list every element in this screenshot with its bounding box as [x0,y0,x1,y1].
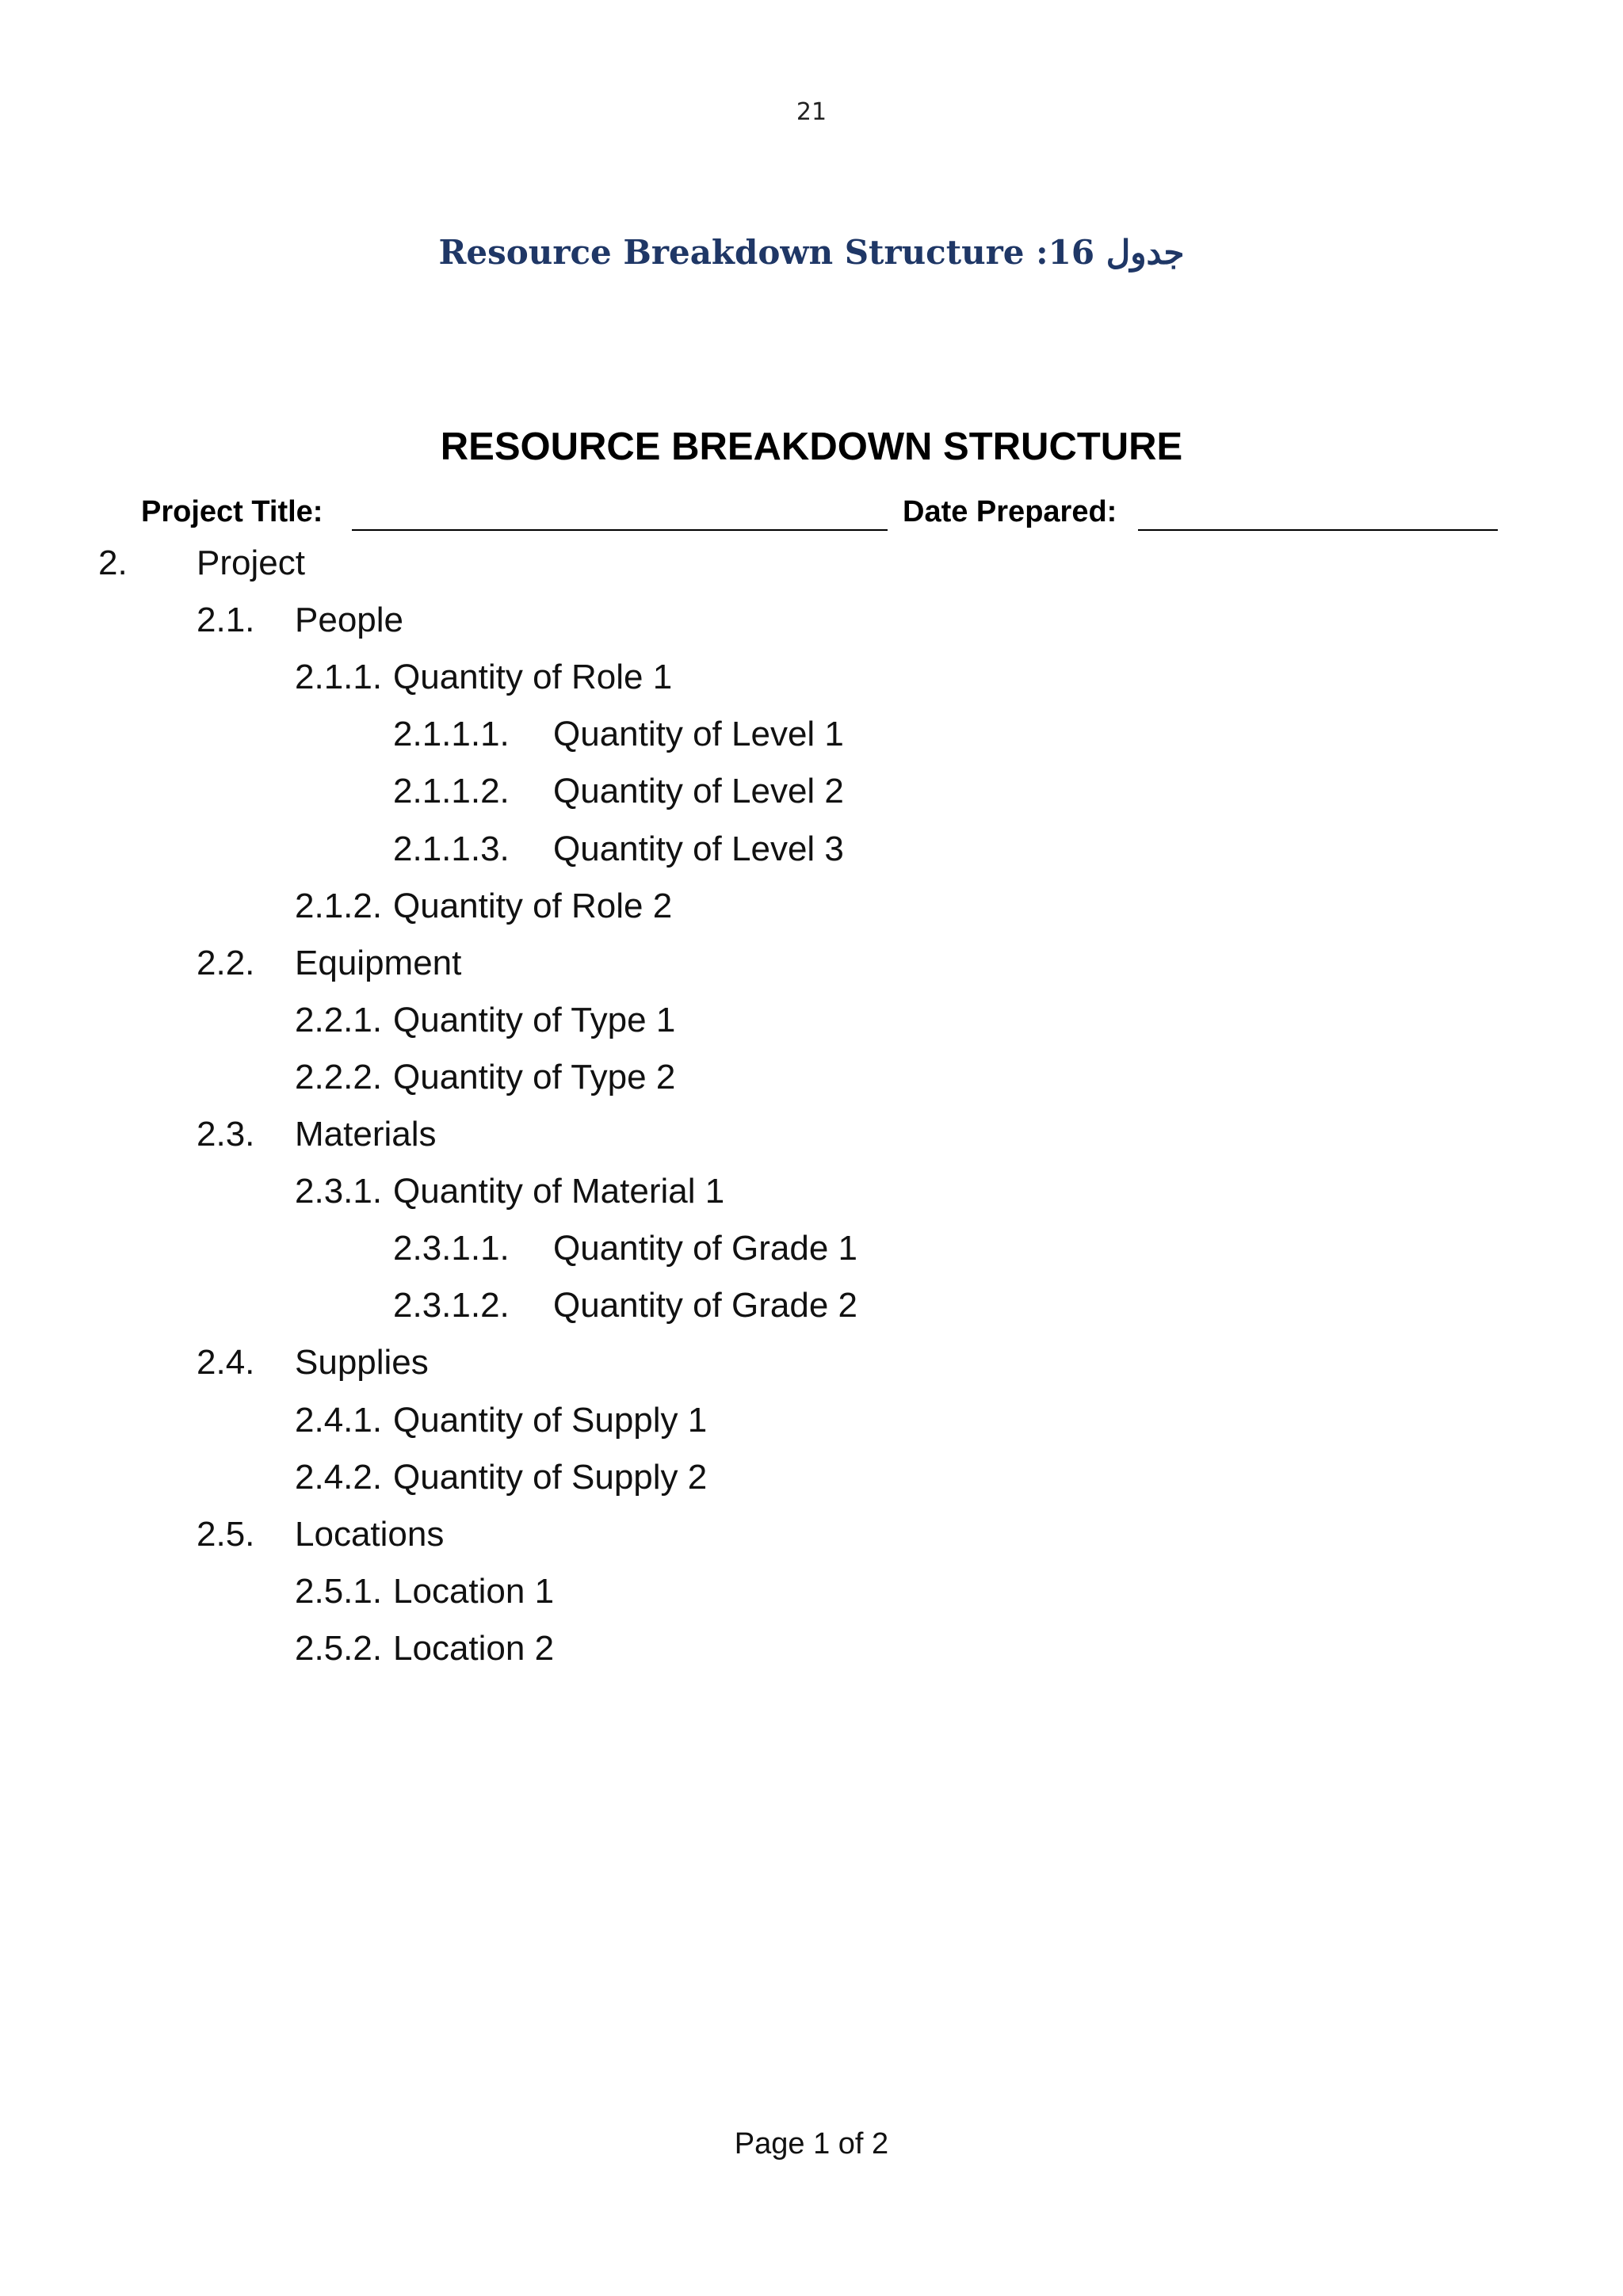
outline-item [0,1629,1623,1676]
outline-item [0,1401,1623,1448]
outline-item [0,601,1623,648]
outline-item-number: 2.4. [197,1343,255,1382]
outline-item [0,1172,1623,1219]
outline-item-number: 2.3. [197,1115,255,1154]
outline-item [0,1286,1623,1333]
outline-item-number: 2.2.1. [295,1001,383,1039]
outline-item [0,1572,1623,1619]
outline-item [0,1515,1623,1562]
outline-item-number: 2.3.1.1. [393,1229,510,1268]
outline-item [0,1115,1623,1162]
project-title-label: Project Title: [141,495,323,528]
date-prepared-label: Date Prepared: [903,495,1117,528]
outline-item-number: 2.1.1. [295,658,383,696]
outline-item [0,887,1623,934]
outline-item-number: 2.4.2. [295,1458,383,1497]
outline-item-text: Location 2 [393,1629,555,1668]
outline-item [0,1343,1623,1390]
outline-item-text: Quantity of Role 2 [393,887,673,925]
outline-item [0,543,1623,591]
header-fields [0,495,1623,535]
outline-item-text: Quantity of Role 1 [393,658,673,696]
page-footer: Page 1 of 2 [734,2127,889,2161]
outline-item-text: Supplies [295,1343,429,1382]
outline-item-text: Locations [295,1515,445,1554]
outline-item-text: Quantity of Level 1 [553,715,844,753]
form-title: RESOURCE BREAKDOWN STRUCTURE [440,425,1183,468]
outline-item [0,1001,1623,1048]
outline-item [0,715,1623,762]
outline-item-text: Quantity of Type 1 [393,1001,676,1039]
page-number-top: 21 [796,98,827,126]
outline-item-text: Project [197,543,305,582]
table-caption: Resource Breakdown Structure :16 جدول [438,233,1185,272]
outline-item-number: 2.3.1.2. [393,1286,510,1325]
outline-item-number: 2.2. [197,944,255,982]
outline-item-number: 2.1.1.1. [393,715,510,753]
outline-item-number: 2.4.1. [295,1401,383,1440]
outline-item-text: Equipment [295,944,462,982]
outline-item-text: Quantity of Type 2 [393,1058,676,1097]
outline-item-number: 2.5. [197,1515,255,1554]
outline-item-number: 2. [98,543,128,582]
outline-item-number: 2.5.1. [295,1572,383,1611]
outline-item-number: 2.1. [197,601,255,639]
outline-item-number: 2.1.1.3. [393,830,510,868]
outline-item-text: Quantity of Level 3 [553,830,844,868]
project-title-field[interactable] [352,529,888,531]
outline-item-number: 2.1.1.2. [393,772,510,810]
outline-item [0,772,1623,819]
outline-item-text: Quantity of Material 1 [393,1172,725,1211]
outline-item-text: People [295,601,404,639]
outline-item [0,1229,1623,1276]
outline-item-text: Quantity of Grade 2 [553,1286,857,1325]
outline-item-number: 2.2.2. [295,1058,383,1097]
outline-item [0,1058,1623,1105]
date-prepared-field[interactable] [1138,529,1498,531]
outline-item-text: Location 1 [393,1572,555,1611]
outline-item-number: 2.5.2. [295,1629,383,1668]
outline-item-text: Quantity of Supply 1 [393,1401,708,1440]
outline-item [0,1458,1623,1505]
outline-item-text: Quantity of Level 2 [553,772,844,810]
outline-item [0,944,1623,991]
outline-item [0,658,1623,705]
outline-item-number: 2.1.2. [295,887,383,925]
outline-item-text: Quantity of Supply 2 [393,1458,708,1497]
outline-item-number: 2.3.1. [295,1172,383,1211]
outline-item-text: Materials [295,1115,437,1154]
outline-item [0,830,1623,877]
outline-item-text: Quantity of Grade 1 [553,1229,857,1268]
